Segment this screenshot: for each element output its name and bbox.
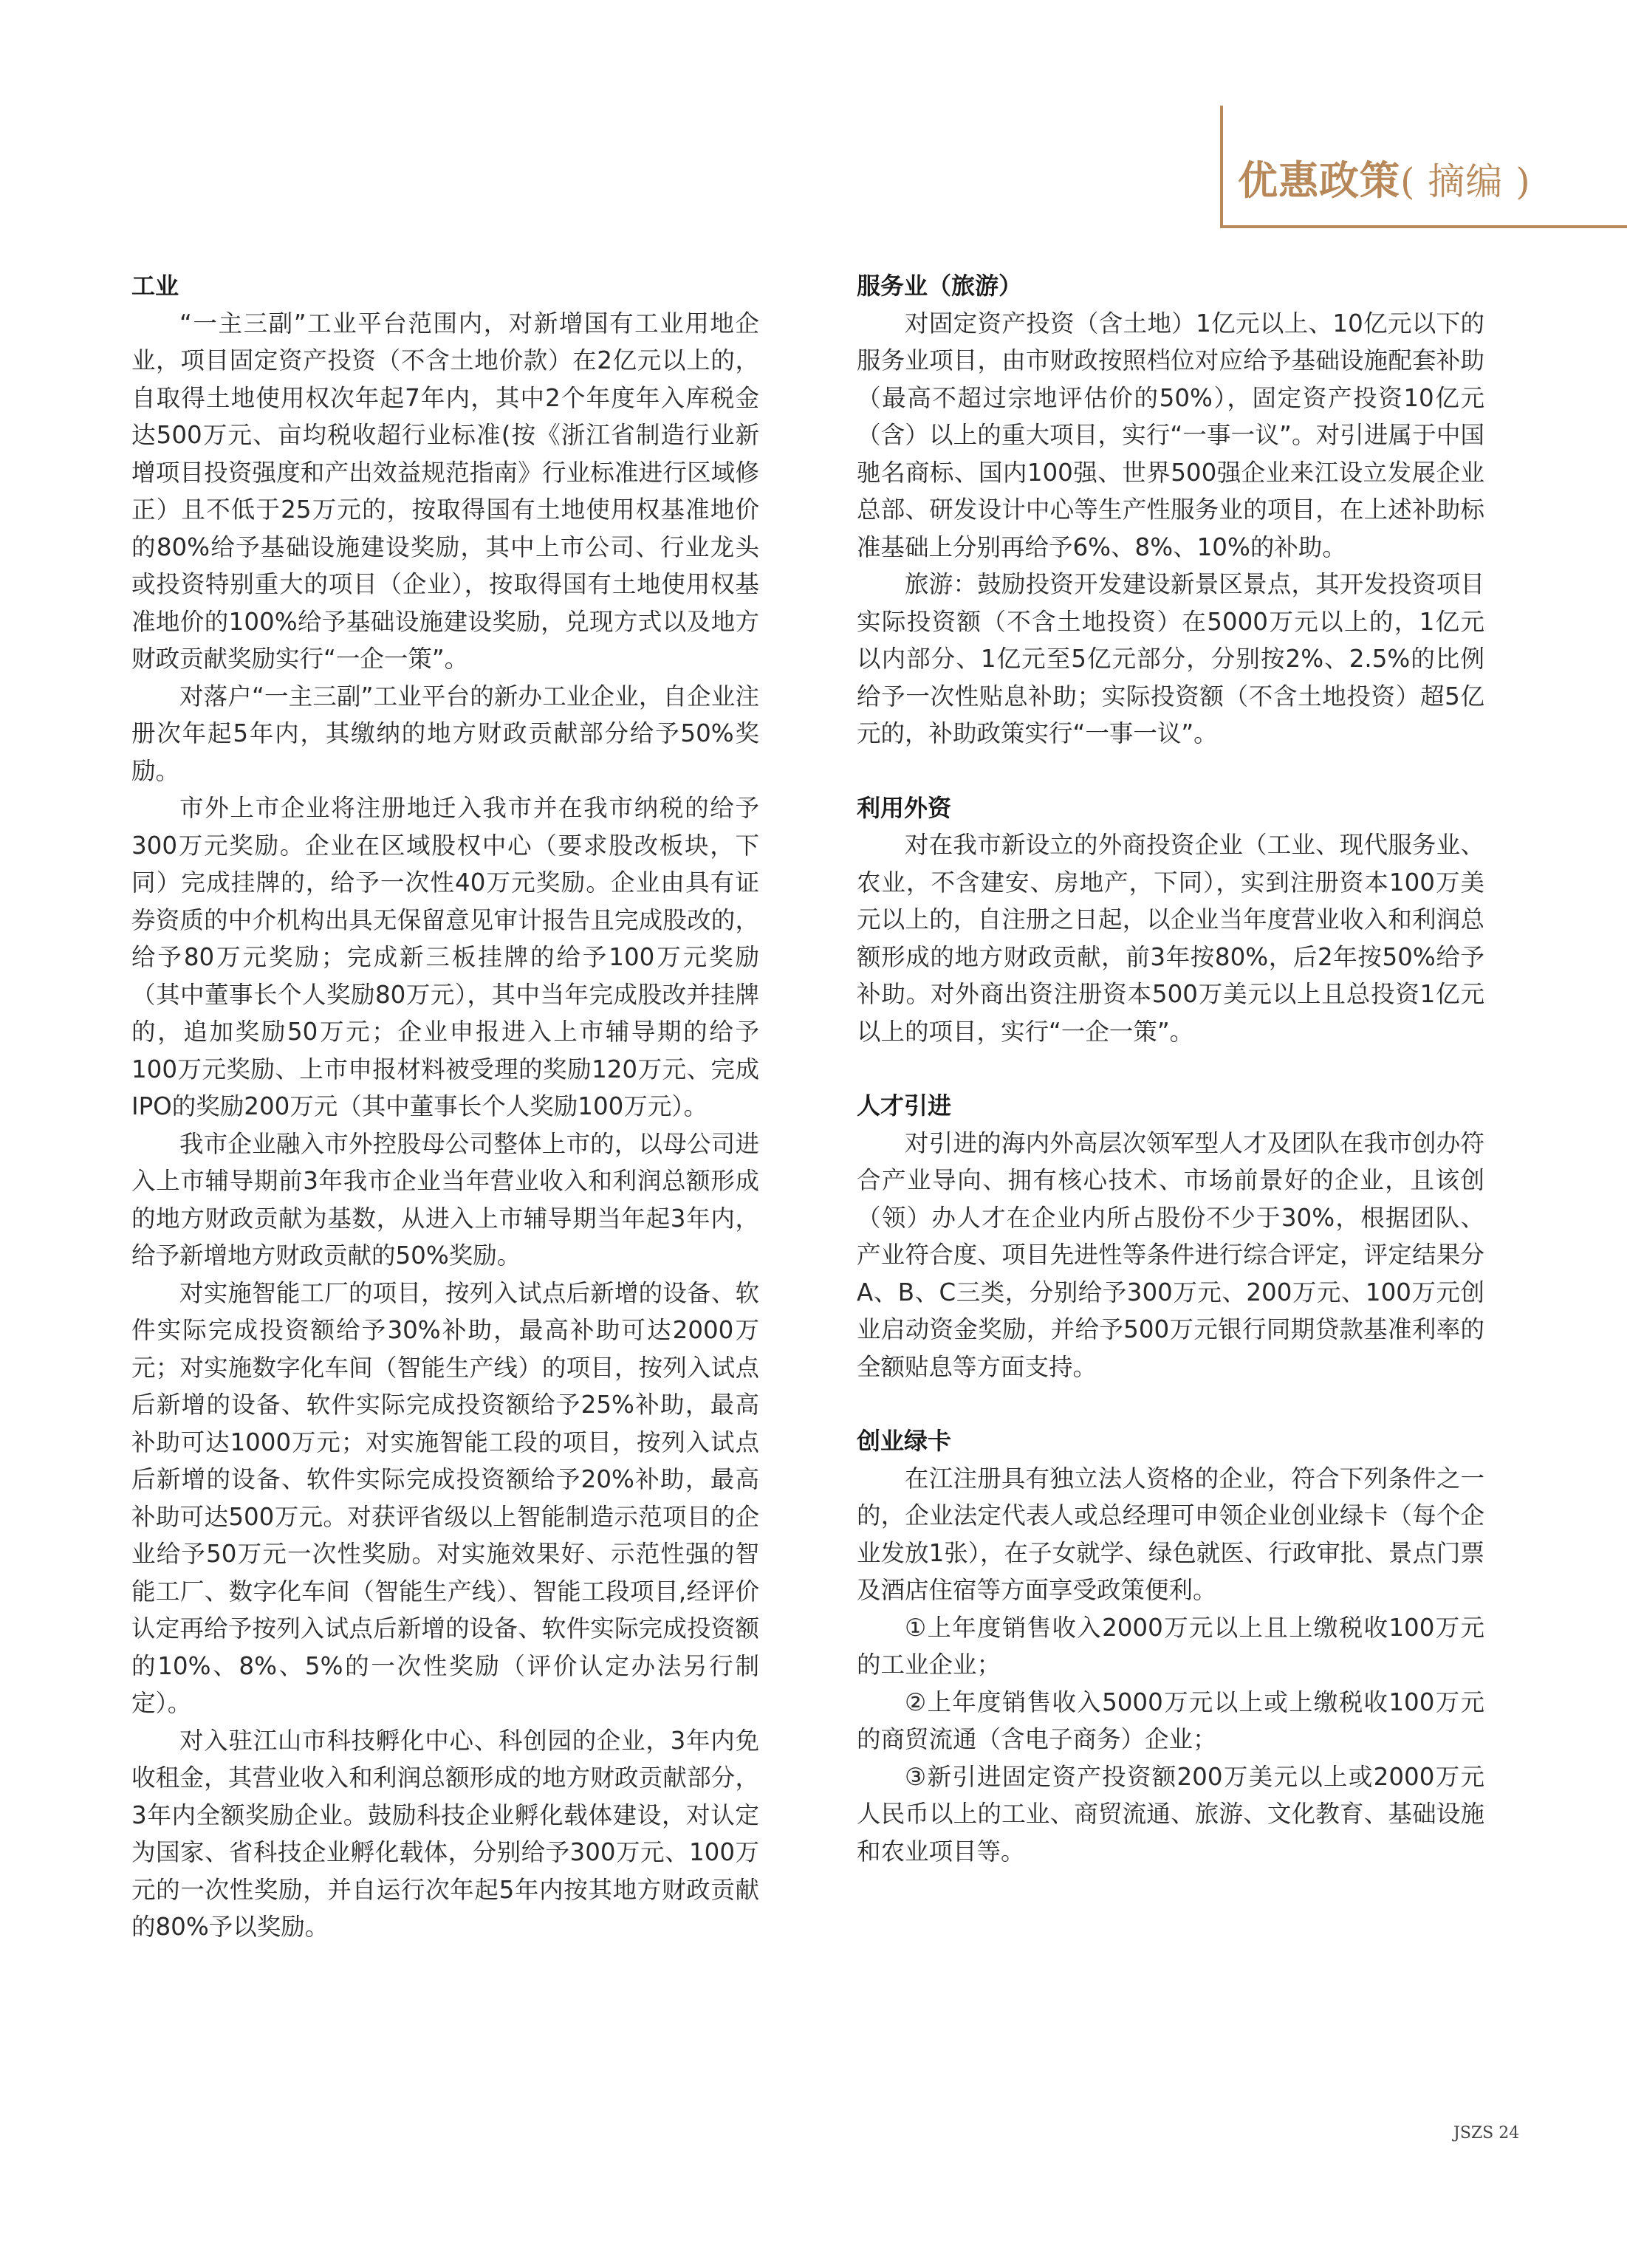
industry-paragraph-4: 我市企业融入市外控股母公司整体上市的，以母公司进入上市辅导期前3年我市企业当年营业收入和利润总额形成的地方财政贡献为基数，从进入上市辅导期当年起3年内，给予新增地方财政贡献的50%奖励。 bbox=[131, 1129, 759, 1270]
page-number: JSZS 24 bbox=[1453, 2124, 1520, 2142]
talent-paragraph: 对引进的海内外高层次领军型人才及团队在我市创办符合产业导向、拥有核心技术、市场前景好的企业，且该创（领）办人才在企业内所占股份不少于30%，根据团队、产业符合度、项目先进性等条件进行综合评定，评定结果分A、B、C三类，分别给予300万元、200万元、100万元创业启动资金奖励，并给予500万元银行同期贷款基准利率的全额贴息等方面支持。 bbox=[857, 1128, 1484, 1381]
section-title-services: 服务业（旅游） bbox=[857, 272, 1023, 300]
green-card-paragraph-1: 在江注册具有独立法人资格的企业，符合下列条件之一的，企业法定代表人或总经理可申领企业创业绿卡（每个企业发放1张），在子女就学、绿色就医、行政审批、景点门票及酒店住宿等方面享受政策便利。 bbox=[857, 1464, 1484, 1604]
section-header-title bbox=[1238, 149, 1531, 206]
foreign-investment-paragraph: 对在我市新设立的外商投资企业（工业、现代服务业、农业，不含建安、房地产，下同），实到注册资本100万美元以上的，自注册之日起，以企业当年度营业收入和利润总额形成的地方财政贡献，前3年按80%，后2年按50%给予补助。对外商出资注册资本500万美元以上且总投资1亿元以上的项目，实行“一企一策”。 bbox=[857, 831, 1484, 1046]
header-title-main: 优惠政策 bbox=[1238, 157, 1400, 204]
services-paragraph-2: 旅游：鼓励投资开发建设新景区景点，其开发投资项目实际投资额（不含土地投资）在5000万元以上的，1亿元以内部分、1亿元至5亿元部分，分别按2%、2.5%的比例给予一次性贴息补助；实际投资额（不含土地投资）超5亿元的，补助政策实行“一事一议”。 bbox=[857, 570, 1484, 747]
industry-paragraph-6: 对入驻江山市科技孵化中心、科创园的企业，3年内免收租金，其营业收入和利润总额形成的地方财政贡献部分，3年内全额奖励企业。鼓励科技企业孵化载体建设，对认定为国家、省科技企业孵化载体，分别给予300万元、100万元的一次性奖励，并自运行次年起5年内按其地方财政贡献的80%予以奖励。 bbox=[131, 1726, 759, 1941]
green-card-condition-2: ②上年度销售收入5000万元以上或上缴税收100万元的商贸流通（含电子商务）企业； bbox=[857, 1688, 1484, 1753]
section-gap bbox=[857, 753, 1484, 789]
section-title-talent: 人才引进 bbox=[857, 1092, 952, 1120]
green-card-condition-3: ③新引进固定资产投资额200万美元以上或2000万元人民币以上的工业、商贸流通、旅游、文化教育、基础设施和农业项目等。 bbox=[857, 1762, 1484, 1866]
section-title-industry: 工业 bbox=[131, 272, 179, 300]
section-title-green-card: 创业绿卡 bbox=[857, 1427, 952, 1455]
green-card-condition-1: ①上年度销售收入2000万元以上且上缴税收100万元的工业企业； bbox=[857, 1613, 1484, 1679]
left-column bbox=[131, 267, 759, 1946]
industry-paragraph-2: 对落户“一主三副”工业平台的新办工业企业，自企业注册次年起5年内，其缴纳的地方财政贡献部分给予50%奖励。 bbox=[131, 682, 759, 785]
industry-paragraph-5: 对实施智能工厂的项目，按列入试点后新增的设备、软件实际完成投资额给予30%补助，最高补助可达2000万元；对实施数字化车间（智能生产线）的项目，按列入试点后新增的设备、软件实际完成投资额给予25%补助，最高补助可达1000万元；对实施智能工段的项目，按列入试点后新增的设备、软件实际完成投资额给予20%补助，最高补助可达500万元。对获评省级以上智能制造示范项目的企业给予50万元一次性奖励。对实施效果好、示范性强的智能工厂、数字化车间（智能生产线）、智能工段项目,经评价认定再给予按列入试点后新增的设备、软件实际完成投资额的10%、8%、5%的一次性奖励（评价认定办法另行制定）。 bbox=[131, 1278, 759, 1717]
industry-paragraph-1: “一主三副”工业平台范围内，对新增国有工业用地企业，项目固定资产投资（不含土地价款）在2亿元以上的，自取得土地使用权次年起7年内，其中2个年度年入库税金达500万元、亩均税收超行业标准(按《浙江省制造行业新增项目投资强度和产出效益规范指南》行业标准进行区域修正）且不低于25万元的，按取得国有土地使用权基准地价的80%给予基础设施建设奖励，其中上市公司、行业龙头或投资特别重大的项目（企业），按取得国有土地使用权基准地价的100%给予基础设施建设奖励，兑现方式以及地方财政贡献奖励实行“一企一策”。 bbox=[131, 309, 759, 673]
section-title-foreign-investment: 利用外资 bbox=[857, 793, 952, 822]
right-column bbox=[857, 267, 1484, 1870]
section-gap bbox=[857, 1050, 1484, 1087]
services-paragraph-1: 对固定资产投资（含土地）1亿元以上、10亿元以下的服务业项目，由市财政按照档位对应给予基础设施配套补助（最高不超过宗地评估价的50%），固定资产投资10亿元（含）以上的重大项目，实行“一事一议”。对引进属于中国驰名商标、国内100强、世界500强企业来江设立发展企业总部、研发设计中心等生产性服务业的项目，在上述补助标准基础上分别再给予6%、8%、10%的补助。 bbox=[857, 309, 1484, 561]
section-gap bbox=[857, 1385, 1484, 1422]
header-title-sub: ( 摘编 ) bbox=[1400, 160, 1531, 203]
industry-paragraph-3: 市外上市企业将注册地迁入我市并在我市纳税的给予300万元奖励。企业在区域股权中心（要求股改板块，下同）完成挂牌的，给予一次性40万元奖励。企业由具有证券资质的中介机构出具无保留意见审计报告且完成股改的，给予80万元奖励；完成新三板挂牌的给予100万元奖励（其中董事长个人奖励80万元），其中当年完成股改并挂牌的，追加奖励50万元；企业申报进入上市辅导期的给予100万元奖励、上市申报材料被受理的奖励120万元、完成IPO的奖励200万元（其中董事长个人奖励100万元）。 bbox=[131, 794, 759, 1120]
